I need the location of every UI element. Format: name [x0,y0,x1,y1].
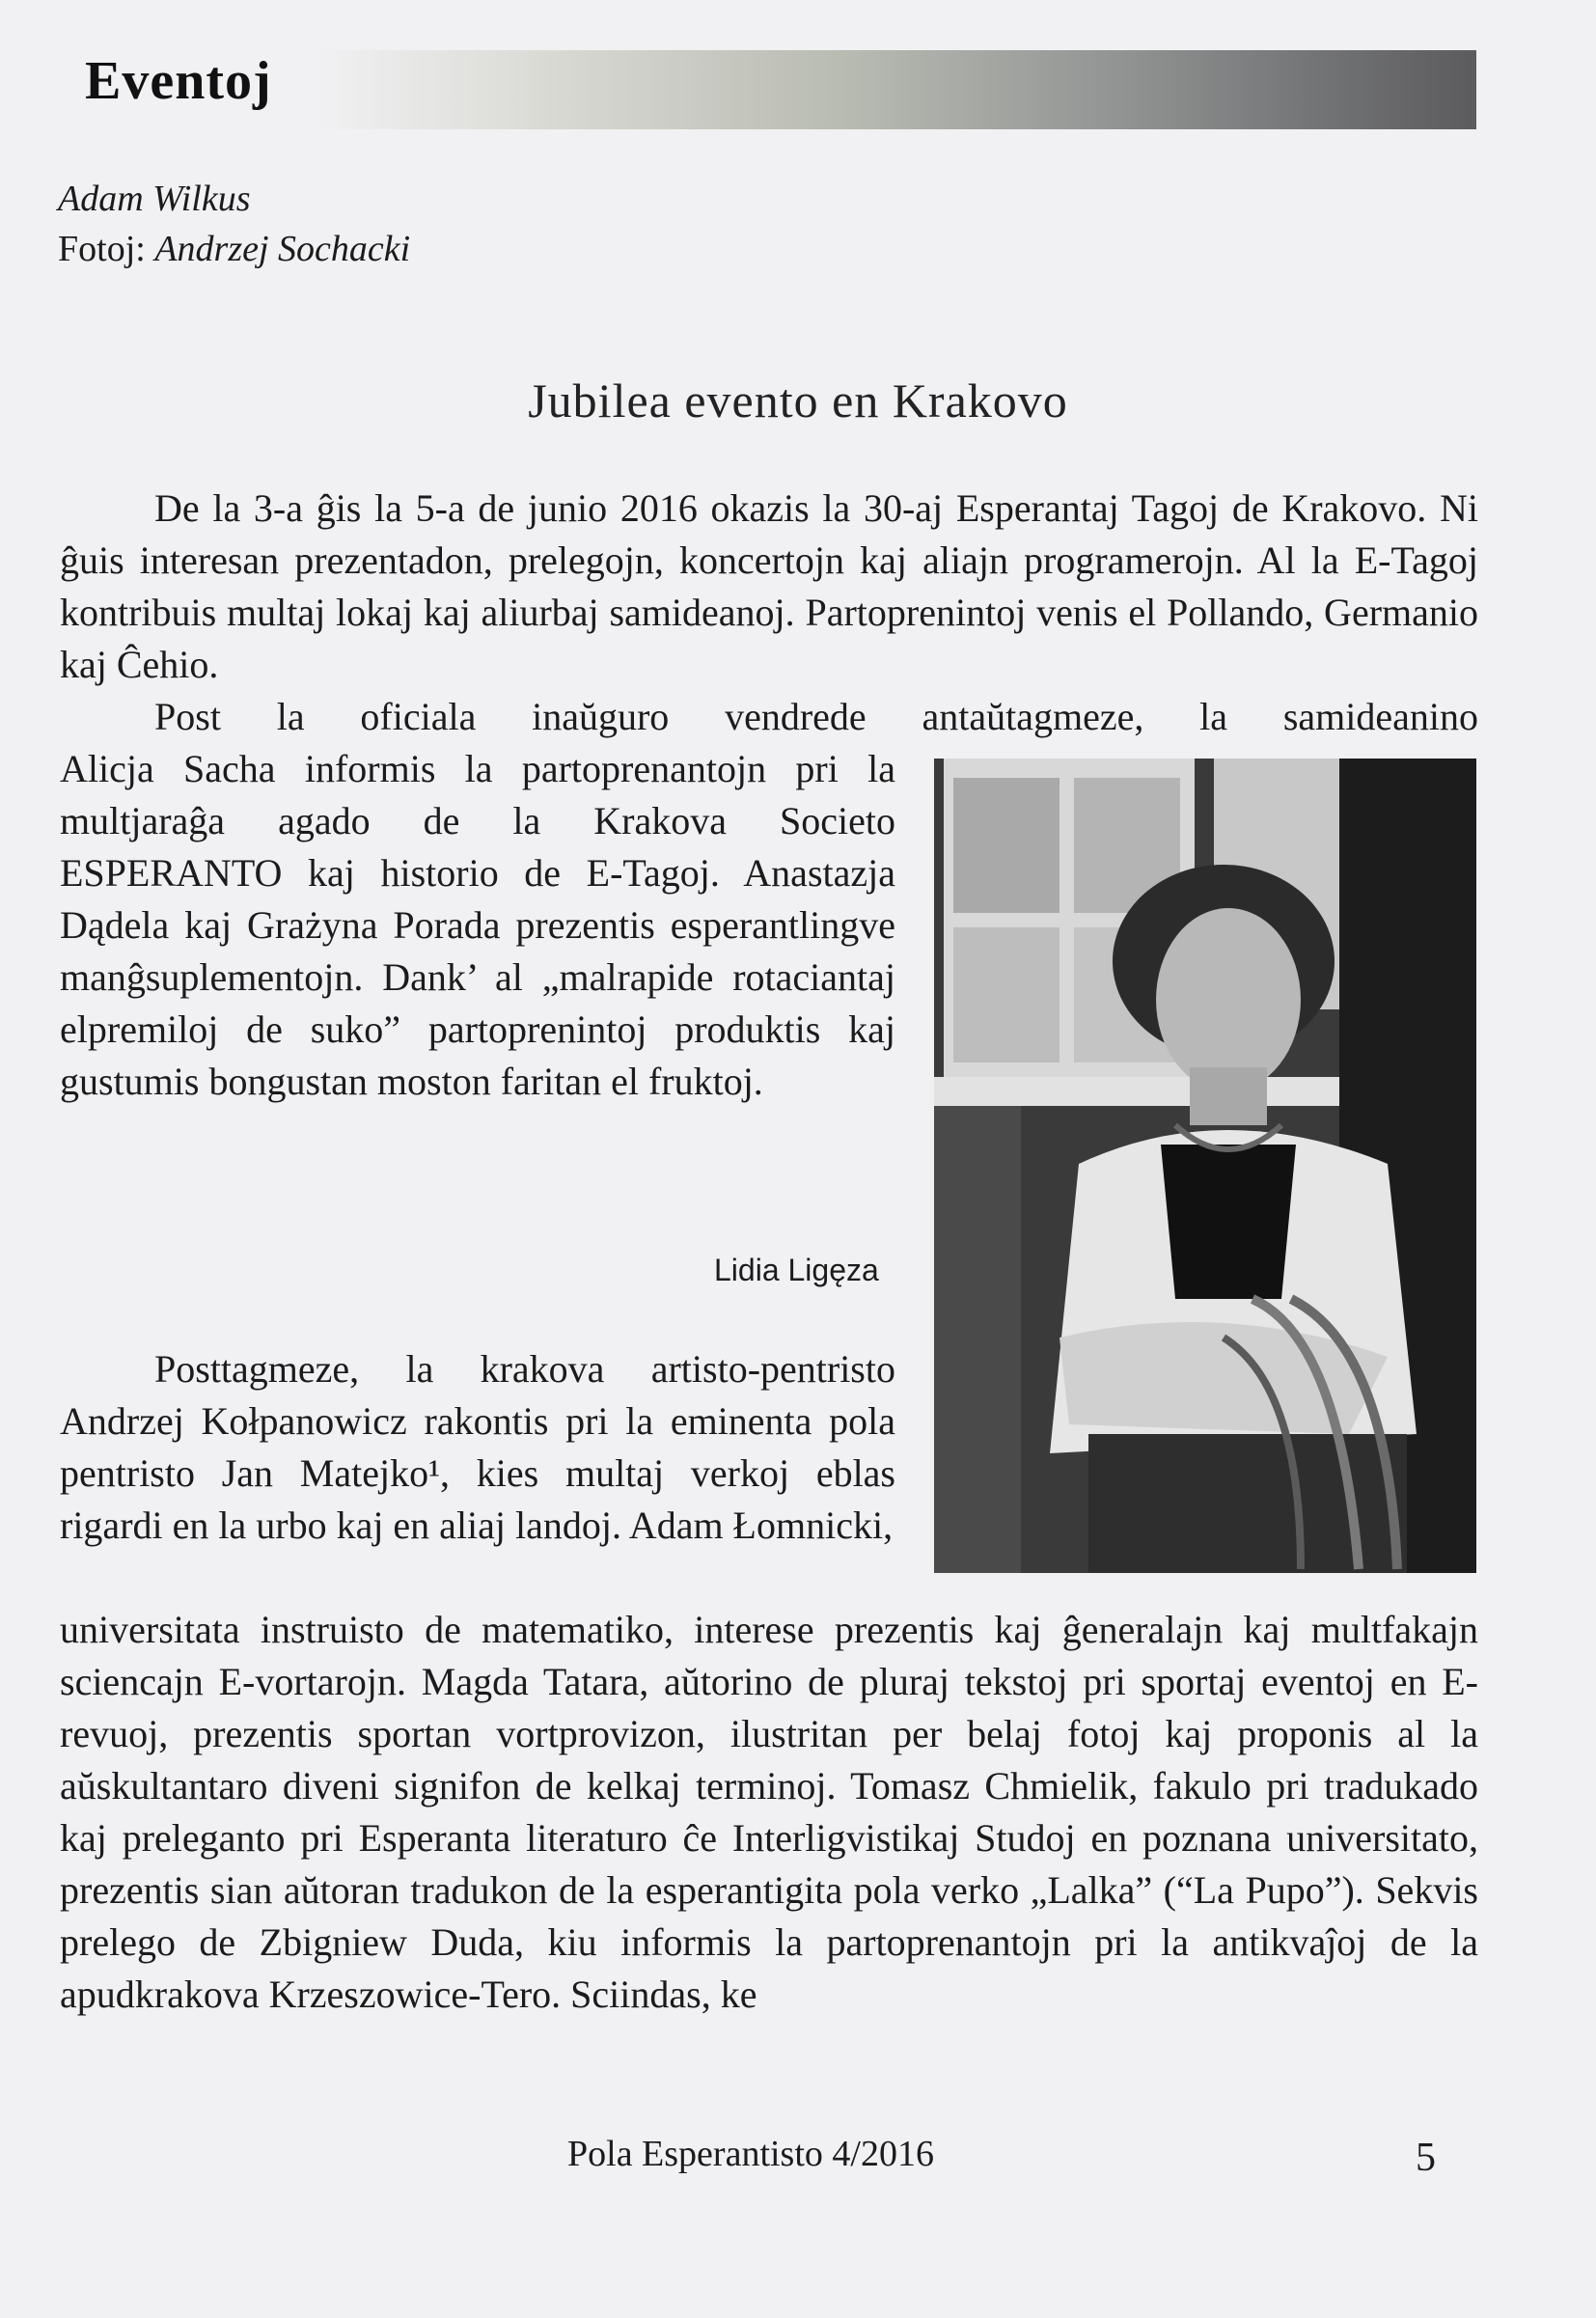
author-name: Adam Wilkus [58,179,251,219]
paragraph-2-intro: Post la oficiala inaŭguro vendrede antaŭtagmeze, la samideanino [154,695,1478,738]
photo-credit-line [58,224,410,274]
header-gradient-bar [318,50,1476,129]
paragraph-3-full: universitata instruisto de matematiko, interese prezentis kaj ĝeneralajn kaj multfakajn sciencajn E-vortarojn. Magda Tatara, aŭtorino de pluraj tekstoj pri sportaj eventoj en E-revuoj, prezentis sportan vortprovizon, ilustritan per belaj fotoj kaj proponis al la aŭskultantaro diveni signifon de kelkaj terminoj. Tomasz Chmielik, fakulo pri tradukado kaj preleganto pri Esperanta literaturo ĉe Interligvistikaj Studoj en poznana universitato, prezentis sian aŭtoran tradukon de la esperantigita pola verko „Lalka” (“La Pupo”). Sekvis prelego de Zbigniew Duda, kiu informis la partoprenantojn pri la antikvaĵoj de la apudkrakova Krzeszowice-Tero. Sciindas, ke [60,1608,1478,2016]
paragraph-3-column: Posttagmeze, la krakova artisto-pentristo Andrzej Kołpanowicz rakontis pri la eminenta pola pentristo Jan Matejko¹, kies multaj verkoj eblas rigardi en la urbo kaj en aliaj landoj. Adam Łomnicki, [60,1347,895,1547]
byline [58,174,410,274]
portrait-illustration [934,759,1476,1573]
article-title: Jubilea evento en Krakovo [528,373,1068,428]
photographer-name: Andrzej Sochacki [154,229,411,269]
page-number: 5 [1416,2136,1436,2180]
section-label: Eventoj [85,51,272,111]
paragraph-2-column: Alicja Sacha informis la partoprenantojn pri la multjaraĝa agado de la Krakova Societo ESPERANTO kaj historio de E-Tagoj. Anastazja Dądela kaj Grażyna Porada prezentis esperantlingve manĝsuplementojn. Dank’ al „malrapide rotaciantaj elpremiloj de suko” partoprenintoj produktis kaj gustumis bongustan moston faritan el fruktoj. [60,747,895,1103]
journal-footer: Pola Esperantisto 4/2016 [567,2134,934,2174]
portrait-photo [934,759,1476,1573]
paragraph-1: De la 3-a ĝis la 5-a de junio 2016 okazis la 30-aj Esperantaj Tagoj de Krakovo. Ni ĝuis interesan prezentadon, prelegojn, koncertojn kaj aliajn programerojn. Al la E-Tagoj kontribuis multaj lokaj kaj aliurbaj samideanoj. Partoprenintoj venis el Pollando, Germanio kaj Ĉehio. [60,486,1478,686]
photo-prefix: Fotoj: [58,229,155,269]
photo-author-credit: Lidia Ligęza [714,1253,879,1287]
